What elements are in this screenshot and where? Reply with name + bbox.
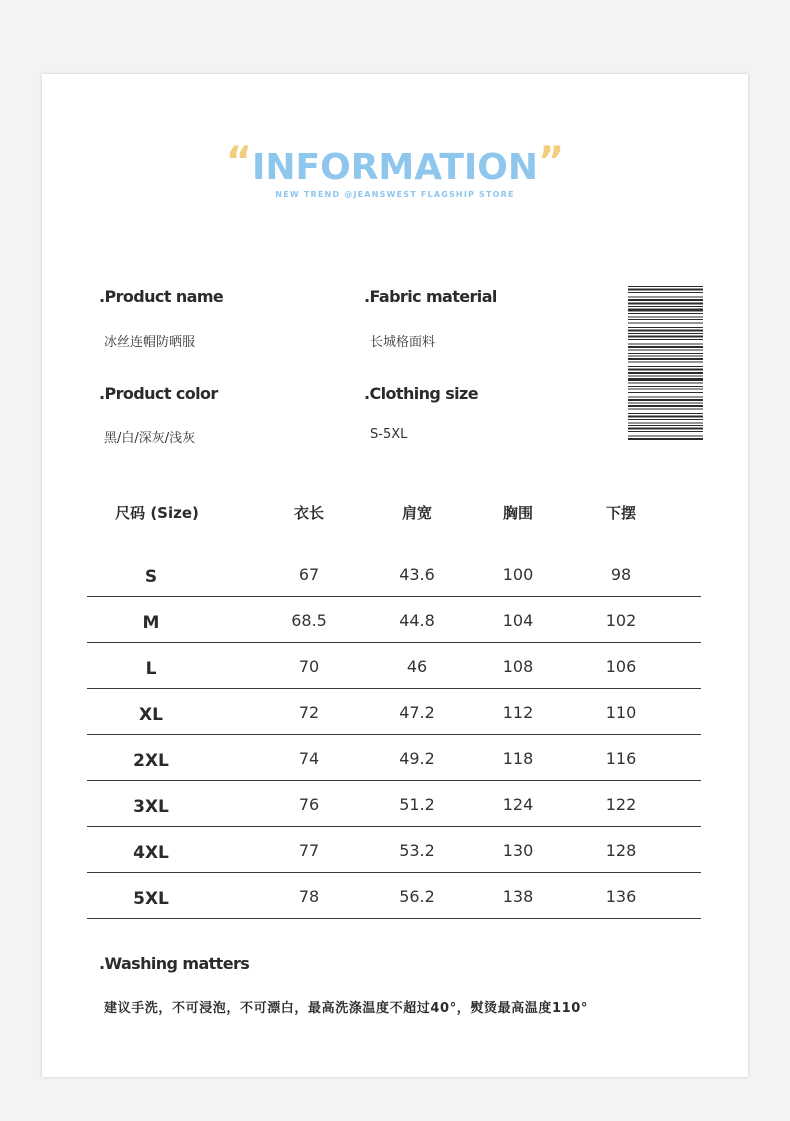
product-color-value: 黑/白/深灰/浅灰 [104,431,196,446]
size-cell: L [145,659,157,679]
product-name-label: .Product name [99,287,224,306]
table-row [87,827,701,873]
hem-cell: 128 [605,841,637,860]
shoulder-cell: 43.6 [399,565,435,584]
open-quote: “ [225,139,252,185]
hem-cell: 116 [605,749,637,768]
size-cell: 5XL [133,889,169,909]
header-hem: 下摆 [605,504,637,522]
shoulder-cell: 53.2 [399,841,435,860]
size-cell: 4XL [133,843,169,863]
table-row [87,735,701,781]
length-cell: 68.5 [291,611,327,630]
length-cell: 74 [298,749,320,768]
header-length: 衣长 [293,504,325,522]
table-row [87,643,701,689]
product-color-label: .Product color [99,384,218,403]
shoulder-cell: 47.2 [399,703,435,722]
hem-cell: 136 [605,887,637,906]
size-cell: 3XL [133,797,169,817]
length-cell: 67 [298,565,320,584]
info-card [42,74,748,1077]
shoulder-cell: 46 [406,657,428,676]
hem-cell: 98 [610,565,632,584]
size-cell: XL [139,705,163,725]
chest-cell: 118 [502,749,534,768]
chest-cell: 130 [502,841,534,860]
header-shoulder: 肩宽 [401,504,433,522]
chest-cell: 112 [502,703,534,722]
length-cell: 77 [298,841,320,860]
clothing-size-value: S-5XL [370,427,408,442]
table-row [87,689,701,735]
chest-cell: 138 [502,887,534,906]
length-cell: 72 [298,703,320,722]
close-quote: ” [538,139,565,185]
washing-text: 建议手洗，不可浸泡，不可漂白，最高洗涤温度不超过40°，熨烫最高温度110° [104,1001,589,1016]
shoulder-cell: 49.2 [399,749,435,768]
table-row [87,534,701,597]
barcode-icon [628,286,703,441]
fabric-material-value: 长城格面料 [370,335,436,350]
page-title [42,139,748,190]
hem-cell: 106 [605,657,637,676]
header-chest: 胸围 [502,504,534,522]
size-cell: 2XL [133,751,169,771]
title-text: INFORMATION [251,147,538,188]
fabric-material-label: .Fabric material [364,287,497,306]
table-header [87,494,701,534]
table-row [87,873,701,919]
size-table [87,494,701,919]
chest-cell: 104 [502,611,534,630]
shoulder-cell: 44.8 [399,611,435,630]
length-cell: 70 [298,657,320,676]
table-row [87,597,701,643]
length-cell: 78 [298,887,320,906]
washing-label: .Washing matters [99,954,250,973]
shoulder-cell: 51.2 [399,795,435,814]
header [42,139,748,199]
clothing-size-label: .Clothing size [364,384,479,403]
hem-cell: 110 [605,703,637,722]
chest-cell: 108 [502,657,534,676]
size-cell: M [142,613,160,633]
chest-cell: 100 [502,565,534,584]
hem-cell: 122 [605,795,637,814]
shoulder-cell: 56.2 [399,887,435,906]
hem-cell: 102 [605,611,637,630]
subtitle: NEW TREND @JEANSWEST FLAGSHIP STORE [275,190,515,199]
size-cell: S [144,567,158,587]
header-size: 尺码 (Size) [115,504,199,522]
chest-cell: 124 [502,795,534,814]
table-row [87,781,701,827]
length-cell: 76 [298,795,320,814]
product-name-value: 冰丝连帽防晒服 [104,335,196,350]
